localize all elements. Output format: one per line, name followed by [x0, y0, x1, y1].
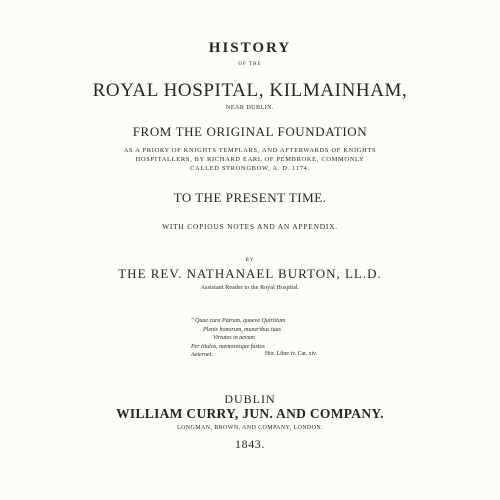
title-author: THE REV. NATHANAEL BURTON, LL.D.	[118, 266, 382, 281]
imprint-city: DUBLIN	[224, 392, 276, 406]
imprint-year: 1843.	[235, 437, 265, 451]
description-line: HOSPITALLERS, BY RICHARD EARL OF PEMBROKE, COMMONLY	[135, 156, 365, 163]
motto-line: Virtutes in aevum	[213, 335, 255, 341]
imprint-publisher: WILLIAM CURRY, JUN. AND COMPANY.	[116, 406, 384, 421]
title-hospital: ROYAL HOSPITAL, KILMAINHAM,	[92, 80, 408, 101]
description-line: CALLED STRONGBOW, A. D. 1174.	[190, 165, 310, 172]
motto-source: Hor. Liber iv. Car. xiv.	[265, 351, 318, 357]
title-of-the: OF THE	[238, 62, 262, 67]
title-present: TO THE PRESENT TIME.	[173, 190, 327, 205]
motto-line: " Quae cura Patrum, quaeve Quiritium	[191, 318, 286, 324]
title-near: NEAR DUBLIN.	[226, 105, 274, 111]
title-by: BY	[245, 258, 255, 263]
motto-line: Per titulos, memoresque fastos	[191, 343, 265, 350]
title-description	[0, 146, 500, 173]
title-history: HISTORY	[208, 40, 292, 56]
title-from: FROM THE ORIGINAL FOUNDATION	[132, 124, 368, 139]
motto-line: Plenis honorum, muneribus tuas	[203, 326, 281, 333]
motto-line: Aeternet.	[191, 352, 213, 358]
description-line: AS A PRIORY OF KNIGHTS TEMPLARS, AND AFTERWARDS OF KNIGHTS	[123, 147, 377, 154]
title-copious: WITH COPIOUS NOTES AND AN APPENDIX.	[162, 222, 338, 231]
title-reader: Assistant Reader to the Royal Hospital.	[200, 285, 300, 291]
imprint-london: LONGMAN, BROWN, AND COMPANY, LONDON.	[176, 425, 324, 431]
